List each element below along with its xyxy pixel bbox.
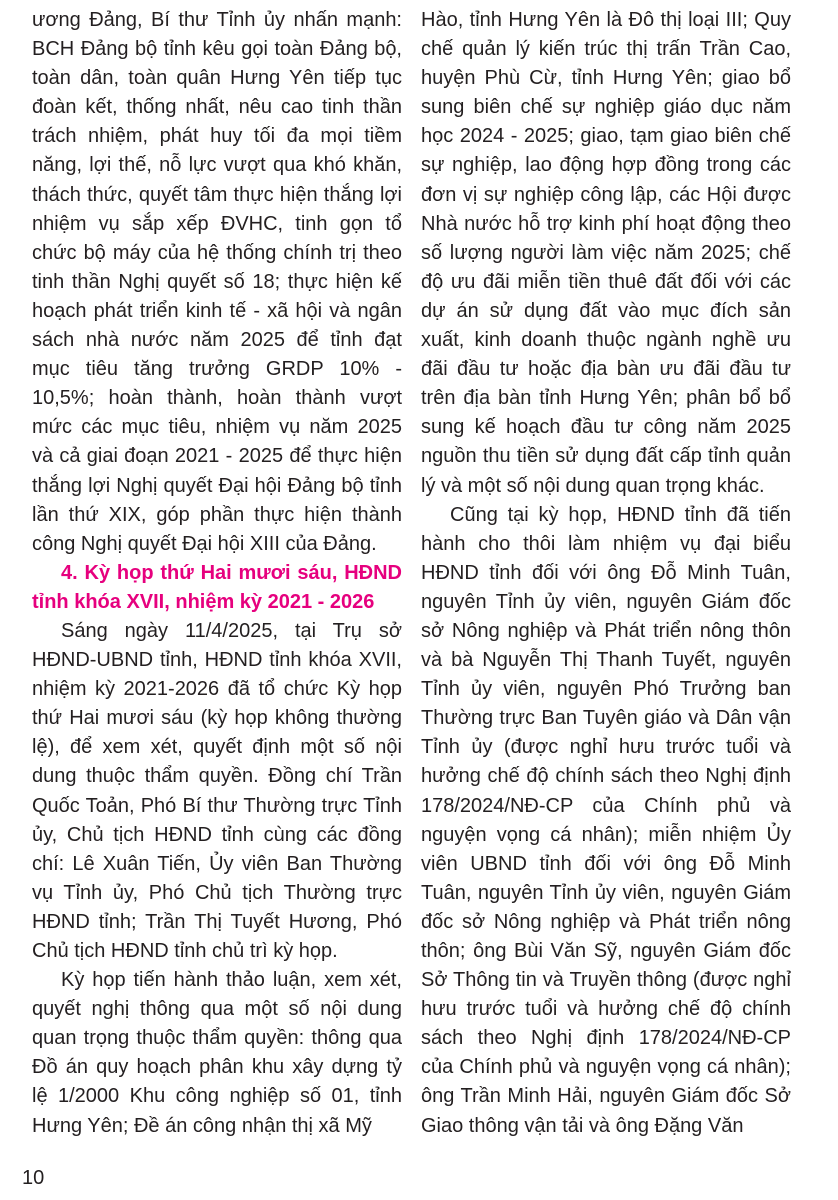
- paragraph-personnel: Cũng tại kỳ họp, HĐND tỉnh đã tiến hành cho thôi làm nhiệm vụ đại biểu HĐND tỉnh đối với ông Đỗ Minh Tuân, nguyên Tỉnh ủy viên, nguyên Giám đốc sở Nông nghiệp và Phát triển nông thôn và bà Nguyễn Thị Thanh Tuyết, nguyên Tỉnh ủy viên, nguyên Phó Trưởng ban Thường trực Ban Tuyên giáo và Dân vận Tỉnh ủy (được nghỉ hưu trước tuổi và hưởng chế độ chính sách theo Nghị định 178/2024/NĐ-CP của Chính phủ và nguyện vọng cá nhân); miễn nhiệm Ủy viên UBND tỉnh đối với ông Đỗ Minh Tuân, nguyên Tỉnh ủy viên, nguyên Giám đốc sở Nông nghiệp và Phát triển nông thôn; ông Bùi Văn Sỹ, nguyên Giám đốc Sở Thông tin và Truyền thông (được nghỉ hưu trước tuổi và hưởng chế độ chính sách theo Nghị định 178/2024/NĐ-CP của Chính phủ và nguyện vọng cá nhân); ông Trần Minh Hải, nguyên Giám đốc Sở Giao thông vận tải và ông Đặng Văn: [421, 503, 791, 1137]
- paragraph-session-opening: Sáng ngày 11/4/2025, tại Trụ sở HĐND-UBND tỉnh, HĐND tỉnh khóa XVII, nhiệm kỳ 2021-2026 đã tổ chức Kỳ họp thứ Hai mươi sáu (kỳ họp không thường lệ), để xem xét, quyết định một số nội dung thuộc thẩm quyền. Đồng chí Trần Quốc Toản, Phó Bí thư Thường trực Tỉnh ủy, Chủ tịch HĐND tỉnh cùng các đồng chí: Lê Xuân Tiến, Ủy viên Ban Thường vụ Tỉnh ủy, Phó Chủ tịch Thường trực HĐND tỉnh; Trần Thị Tuyết Hương, Phó Chủ tịch HĐND tỉnh chủ trì kỳ họp.: [32, 619, 402, 962]
- page-number: 10: [22, 1167, 45, 1189]
- paragraph-agenda-continuation: Hào, tỉnh Hưng Yên là Đô thị loại III; Quy chế quản lý kiến trúc thị trấn Trần Cao, huyện Phù Cừ, tỉnh Hưng Yên; giao bổ sung biên chế sự nghiệp giáo dục năm học 2024 - 2025; giao, tạm giao biên chế sự nghiệp, lao động hợp đồng trong các đơn vị sự nghiệp công lập, các Hội được Nhà nước hỗ trợ kinh phí hoạt động theo số lượng người làm việc năm 2025; chế độ ưu đãi miễn tiền thuê đất đối với các dự án sử dụng đất vào mục đích sản xuất, kinh doanh thuộc ngành nghề ưu đãi đầu tư hoặc địa bàn ưu đãi đầu tư trên địa bàn tỉnh Hưng Yên; phân bổ bổ sung kế hoạch đầu tư công năm 2025 nguồn thu tiền sử dụng đất cấp tỉnh quản lý và một số nội dung quan trọng khác.: [421, 9, 791, 497]
- left-column: [32, 6, 402, 1141]
- right-column: [421, 6, 791, 1141]
- paragraph-session-agenda: Kỳ họp tiến hành thảo luận, xem xét, quyết nghị thông qua một số nội dung quan trọng thuộc thẩm quyền: thông qua Đồ án quy hoạch phân khu xây dựng tỷ lệ 1/2000 Khu công nghiệp số 01, tỉnh Hưng Yên; Đề án công nhận thị xã Mỹ: [32, 969, 402, 1137]
- section-heading: 4. Kỳ họp thứ Hai mươi sáu, HĐND tỉnh khóa XVII, nhiệm kỳ 2021 - 2026: [32, 561, 402, 613]
- paragraph-continuation: ương Đảng, Bí thư Tỉnh ủy nhấn mạnh: BCH Đảng bộ tỉnh kêu gọi toàn Đảng bộ, toàn dân, toàn quân Hưng Yên tiếp tục đoàn kết, thống nhất, nêu cao tinh thần trách nhiệm, phát huy tối đa mọi tiềm năng, lợi thế, nỗ lực vượt qua khó khăn, thách thức, quyết tâm thực hiện thắng lợi nhiệm vụ sắp xếp ĐVHC, tinh gọn tổ chức bộ máy của hệ thống chính trị theo tinh thần Nghị quyết số 18; thực hiện kế hoạch phát triển kinh tế - xã hội và ngân sách nhà nước năm 2025 để tỉnh đạt mục tiêu tăng trưởng GRDP 10% - 10,5%; hoàn thành, hoàn thành vượt mức các mục tiêu, nhiệm vụ năm 2025 và cả giai đoạn 2021 - 2025 để thực hiện thắng lợi Nghị quyết Đại hội Đảng bộ tỉnh lần thứ XIX, góp phần thực hiện thành công Nghị quyết Đại hội XIII của Đảng.: [32, 9, 402, 555]
